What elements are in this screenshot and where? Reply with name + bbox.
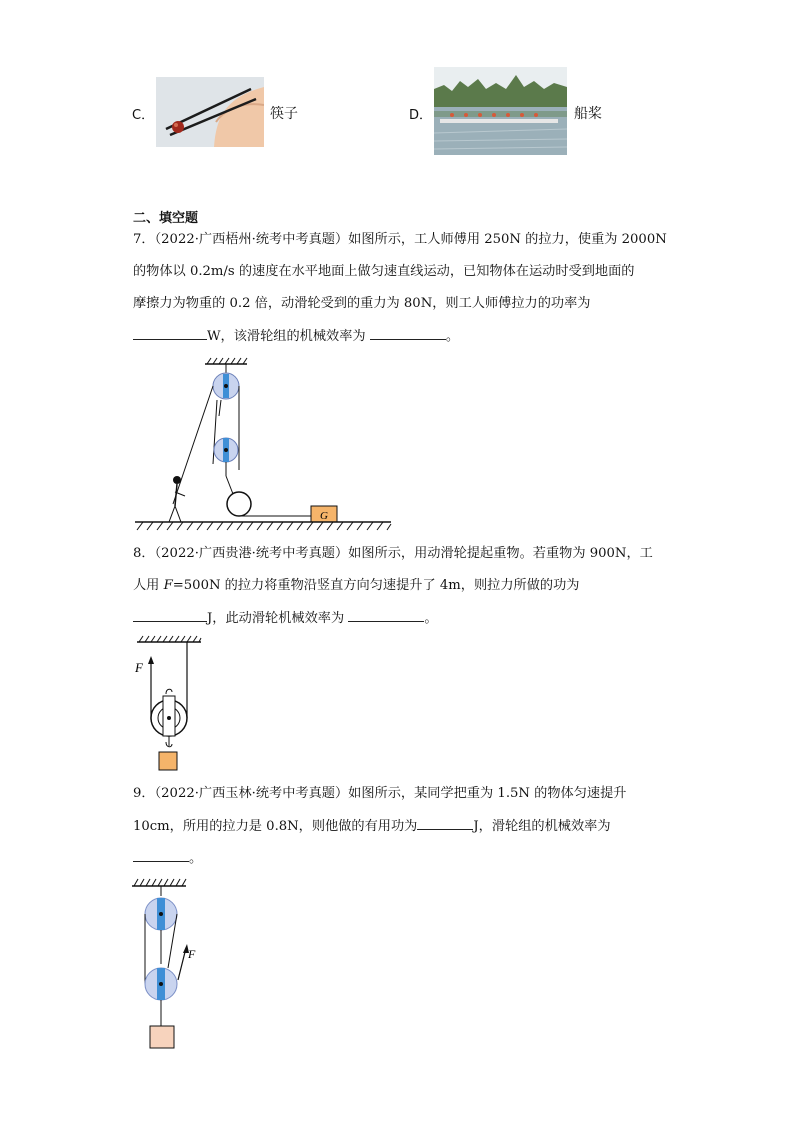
- q9-force-label: F: [188, 947, 196, 961]
- q8-line-2-pre: 人用: [133, 578, 164, 593]
- q7-line-3: 摩擦力为物重的 0.2 倍，动滑轮受到的重力为 80N，则工人师傅拉力的功率为: [133, 296, 591, 311]
- q7-answer-blank-1[interactable]: [133, 326, 207, 340]
- q7-line-4-end: 。: [445, 329, 460, 344]
- q9-line-2-pre: 10cm，所用的拉力是 0.8N，则他做的有用功为: [133, 819, 418, 834]
- q7-line-1: 7．（2022·广西梧州·统考中考真题）如图所示，工人师傅用 250N 的拉力，使重为 2000N: [133, 232, 667, 247]
- q9-line-2-mid: J，滑轮组的机械效率为: [473, 819, 611, 834]
- option-d-label: 船桨: [574, 106, 602, 122]
- q8-line-2: [133, 576, 579, 596]
- q8-line-1: 8．（2022·广西贵港·统考中考真题）如图所示，用动滑轮提起重物。若重物为 900N，工: [133, 546, 653, 561]
- q8-line-3-mid: J，此动滑轮机械效率为: [207, 611, 345, 626]
- section-title: 二、填空题: [133, 211, 199, 226]
- q7-line-4: [133, 326, 459, 347]
- q8-force-label: F: [135, 660, 143, 675]
- q9-line-3-end: 。: [189, 851, 203, 866]
- q7-answer-blank-2[interactable]: [370, 326, 446, 340]
- option-c-letter: C．: [132, 108, 155, 123]
- q9-answer-blank-1[interactable]: [417, 816, 473, 830]
- q9-line-2: [133, 816, 611, 837]
- q9-line-3: [133, 848, 202, 869]
- q9-line-1: 9．（2022·广西玉林·统考中考真题）如图所示，某同学把重为 1.5N 的物体匀速提升: [133, 786, 627, 801]
- option-c-label: 筷子: [270, 106, 298, 122]
- q8-answer-blank-1[interactable]: [133, 608, 207, 622]
- chopsticks-photo: [156, 77, 264, 147]
- option-d-letter: D．: [409, 108, 433, 123]
- q8-line-3-end: 。: [424, 611, 438, 626]
- q9-pulley-figure: [128, 876, 208, 1054]
- q7-line-2: 的物体以 0.2m/s 的速度在水平地面上做匀速直线运动，已知物体在运动时受到地面的: [133, 264, 635, 279]
- q9-answer-blank-2[interactable]: [133, 848, 189, 862]
- q7-line-4-mid: W，该滑轮组的机械效率为: [207, 329, 366, 344]
- q8-line-2-post: =500N 的拉力将重物沿竖直方向匀速提升了 4m，则拉力所做的功为: [172, 578, 580, 593]
- rowing-boat-photo: [434, 67, 567, 155]
- q7-block-label: G: [320, 510, 328, 522]
- q8-line-3: [133, 608, 438, 629]
- q8-force-symbol: F: [163, 578, 173, 593]
- q8-pulley-figure: [133, 634, 205, 774]
- q7-pulley-figure: [133, 356, 395, 532]
- q8-answer-blank-2[interactable]: [348, 608, 424, 622]
